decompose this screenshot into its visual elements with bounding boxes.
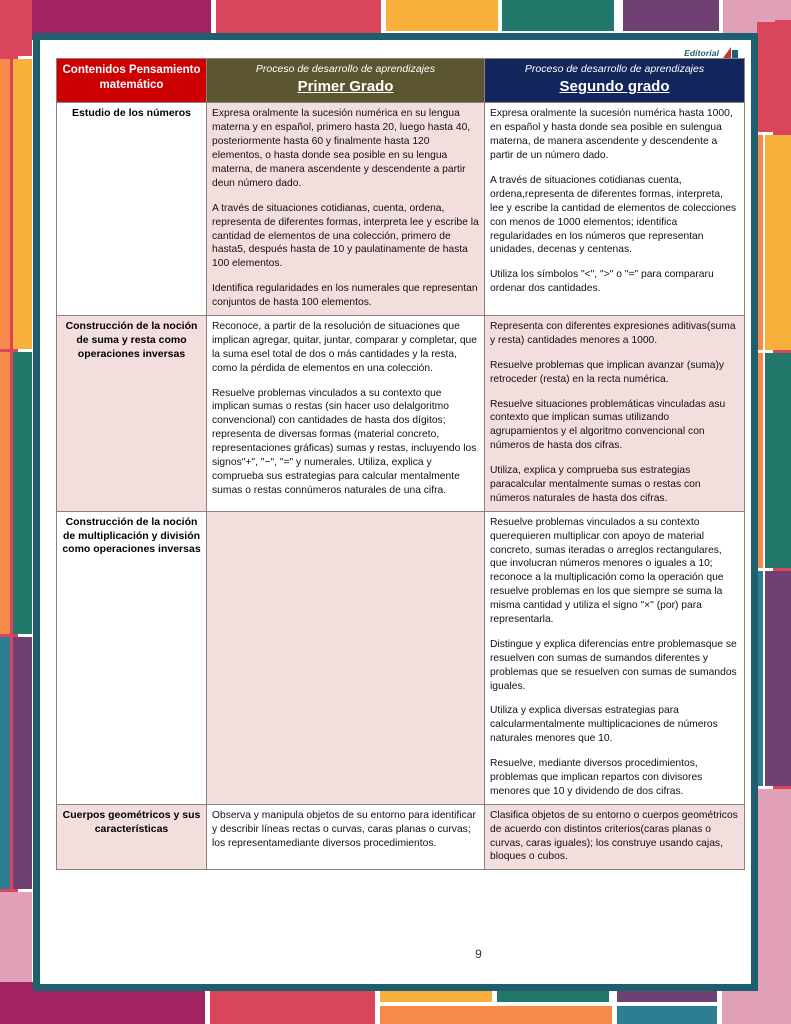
paragraph: Representa con diferentes expresiones aditivas(suma y resta) cantidades menores a 1000. bbox=[490, 320, 736, 346]
paragraph: Resuelve, mediante diversos procedimientos, problemas que implican repartos con divisores menores que 10 y dividendo de dos cifras. bbox=[490, 758, 703, 797]
row-first-grade bbox=[207, 315, 485, 511]
table-row bbox=[57, 103, 745, 316]
row-second-grade bbox=[485, 804, 745, 870]
row-first-grade bbox=[207, 511, 485, 804]
paragraph: Resuelve problemas vinculados a su contexto querequieren multiplicar con apoyo de material concreto, sumas iteradas o arreglos rectangulares, que involucran números menores o iguales a 10; reconoce a la multiplicación como la operación que resuelve problemas en los que siempre se suma la misma cantidad y utiliza el signo "×" (por) para representarla. bbox=[490, 516, 724, 625]
row-second-grade bbox=[485, 315, 745, 511]
row-topic: Construcción de la noción de multiplicación y división como operaciones inversas bbox=[57, 511, 207, 804]
paragraph: A través de situaciones cotidianas cuenta, ordena,representa de diferentes formas, interpreta, lee y escribe la cantidad de elementos de colecciones con menos de 1000 elementos; identifica regularidades en los números que representan unidades, decenas y centenas. bbox=[490, 174, 737, 256]
paragraph: Clasifica objetos de su entorno o cuerpos geométricos de acuerdo con distintos criterios(caras planas o curvas, caras iguales); los construye usando cajas, bloques o cubos. bbox=[490, 809, 738, 863]
paragraph: Resuelve situaciones problemáticas vinculadas asu contexto que implican sumas utilizando agrupamientos y el algoritmo convencional con números de hasta dos cifras. bbox=[490, 398, 726, 452]
curriculum-table bbox=[56, 58, 745, 870]
header-first-grade-subtitle: Proceso de desarrollo de aprendizajes bbox=[255, 63, 436, 75]
paragraph: Utiliza los símbolos "<", ">" o "=" para compararu ordenar dos cantidades. bbox=[490, 269, 714, 295]
header-contents-line2: Pensamiento bbox=[128, 64, 201, 76]
paragraph: Reconoce, a partir de la resolución de situaciones que implican agregar, quitar, juntar, comparar y completar, que la suma esel total de dos o más cantidades y la resta, como la pérdida de elementos en una colección. bbox=[212, 320, 477, 374]
row-second-grade bbox=[485, 103, 745, 316]
row-first-grade bbox=[207, 103, 485, 316]
header-second-grade-subtitle: Proceso de desarrollo de aprendizajes bbox=[524, 63, 705, 75]
row-second-grade bbox=[485, 511, 745, 804]
header-second-grade-title: Segundo grado bbox=[559, 78, 670, 96]
header-second-grade bbox=[485, 59, 745, 103]
table-row bbox=[57, 511, 745, 804]
paragraph: Observa y manipula objetos de su entorno para identificar y describir líneas rectas o curvas, caras planas o curvas; los representamediante diversos procedimientos. bbox=[212, 809, 476, 849]
paragraph: Expresa oralmente la sucesión numérica hasta 1000, en español y hasta donde sea posible en sulengua materna, de manera ascendente y descendente a partir de un número dado. bbox=[490, 108, 733, 162]
paragraph: Resuelve problemas que implican avanzar (suma)y retroceder (resta) en la recta numérica. bbox=[490, 359, 725, 385]
header-first-grade-title: Primer Grado bbox=[297, 78, 394, 96]
paragraph: Identifica regularidades en los numerales que representan conjuntos de hasta 100 elementos. bbox=[212, 283, 478, 309]
header-first-grade bbox=[207, 59, 485, 103]
paragraph: Distingue y explica diferencias entre problemasque se resuelven con sumas de sumandos diferentes y problemas que se resuelven con sumas de sumandos iguales. bbox=[490, 638, 737, 692]
publisher-label: Editorial bbox=[684, 48, 719, 58]
row-topic: Construcción de la noción de suma y resta como operaciones inversas bbox=[57, 315, 207, 511]
header-contents bbox=[57, 59, 207, 103]
header-contents-line3: matemático bbox=[99, 79, 164, 92]
table-row bbox=[57, 804, 745, 870]
paragraph: A través de situaciones cotidianas, cuenta, ordena, representa de diferentes formas, interpreta lee y escribe la cantidad de elementos de una colección, primero de hasta5, después hasta de 10 y paulatinamente de hasta 100 elementos. bbox=[212, 202, 479, 270]
row-topic: Cuerpos geométricos y sus características bbox=[57, 804, 207, 870]
row-first-grade bbox=[207, 804, 485, 870]
table-body bbox=[57, 103, 745, 870]
paragraph: Utiliza, explica y comprueba sus estrategias paracalcular mentalmente sumas o restas con números naturales de hasta dos cifras. bbox=[490, 465, 701, 504]
paragraph: Expresa oralmente la sucesión numérica en su lengua materna y en español, primero hasta 20, luego hasta 40, posteriormente hasta 60 y finalmente hasta 120 elementos, o hasta donde sea posible en su lengua materna, de manera ascendente y descendente a partir deun número dado. bbox=[212, 108, 471, 189]
table-header-row bbox=[57, 59, 745, 103]
paragraph: Utiliza y explica diversas estrategias para calcularmentalmente multiplicaciones de números naturales menores que 10. bbox=[490, 705, 718, 745]
row-topic: Estudio de los números bbox=[57, 103, 207, 316]
page-number-value: 9 bbox=[475, 947, 482, 961]
paragraph: Resuelve problemas vinculados a su contexto que implican sumas o restas (sin hacer uso delalgoritmo convencional) con cantidades de hasta dos dígitos; representa de diversas formas (material concreto, representaciones gráficas) sumas y restas, incluyendo los signos"+", "−", "=" y numerales. Utiliza, explica y comprueba sus estrategias para calcular mentalmente sumas o restas connúmeros naturales de una cifra. bbox=[212, 387, 477, 496]
table-row bbox=[57, 315, 745, 511]
page-number bbox=[0, 947, 791, 961]
header-contents-line1: Contenidos bbox=[62, 64, 126, 76]
